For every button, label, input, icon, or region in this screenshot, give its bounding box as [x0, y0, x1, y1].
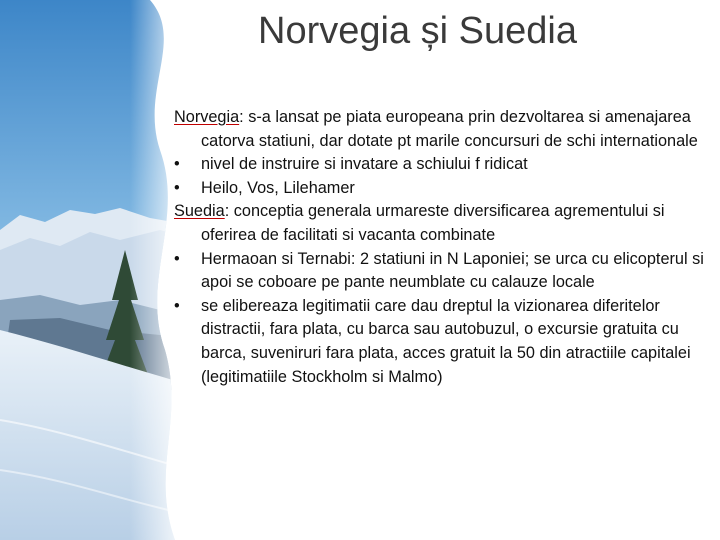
slide-body: [174, 106, 716, 389]
paragraph-text: : conceptia generala urmareste diversificarea agrementului si oferirea de facilitati si vacanta combinate: [201, 202, 665, 244]
bullet-text: se elibereaza legitimatii care dau dreptul la vizionarea diferitelor distractii, fara plata, cu barca sau autobuzul, o excursie gratuita cu barca, suveniruri fara plata, acces gratuit la 50 din atractiile capitalei (legitimatiile Stockholm si Malmo): [201, 296, 691, 386]
slide-title: Norvegia și Suedia: [258, 10, 577, 52]
paragraph-suedia: [174, 200, 716, 247]
bullet-marker: •: [174, 178, 180, 197]
bullet-text: Heilo, Vos, Lilehamer: [201, 178, 355, 197]
country-label: Suedia: [174, 202, 225, 221]
paragraph-text: : s-a lansat pe piata europeana prin dezvoltarea si amenajarea catorva statiuni, dar dotate pt marile concursuri de schi internationale: [201, 108, 698, 150]
snowy-mountain-photo: [0, 0, 190, 540]
bullet-item: [174, 295, 716, 389]
bullet-item: [174, 177, 716, 201]
bullet-marker: •: [174, 296, 180, 315]
bullet-item: [174, 248, 716, 295]
bullet-text: nivel de instruire si invatare a schiului f ridicat: [201, 155, 528, 174]
country-label: Norvegia: [174, 108, 240, 126]
bullet-item: [174, 153, 716, 177]
bullet-text: Hermaoan si Ternabi: 2 statiuni in N Laponiei; se urca cu elicopterul si apoi se coboare pe pante neumblate cu calauze locale: [201, 249, 704, 292]
bullet-marker: •: [174, 155, 180, 174]
paragraph-norvegia: [174, 106, 716, 153]
bullet-marker: •: [174, 249, 180, 268]
